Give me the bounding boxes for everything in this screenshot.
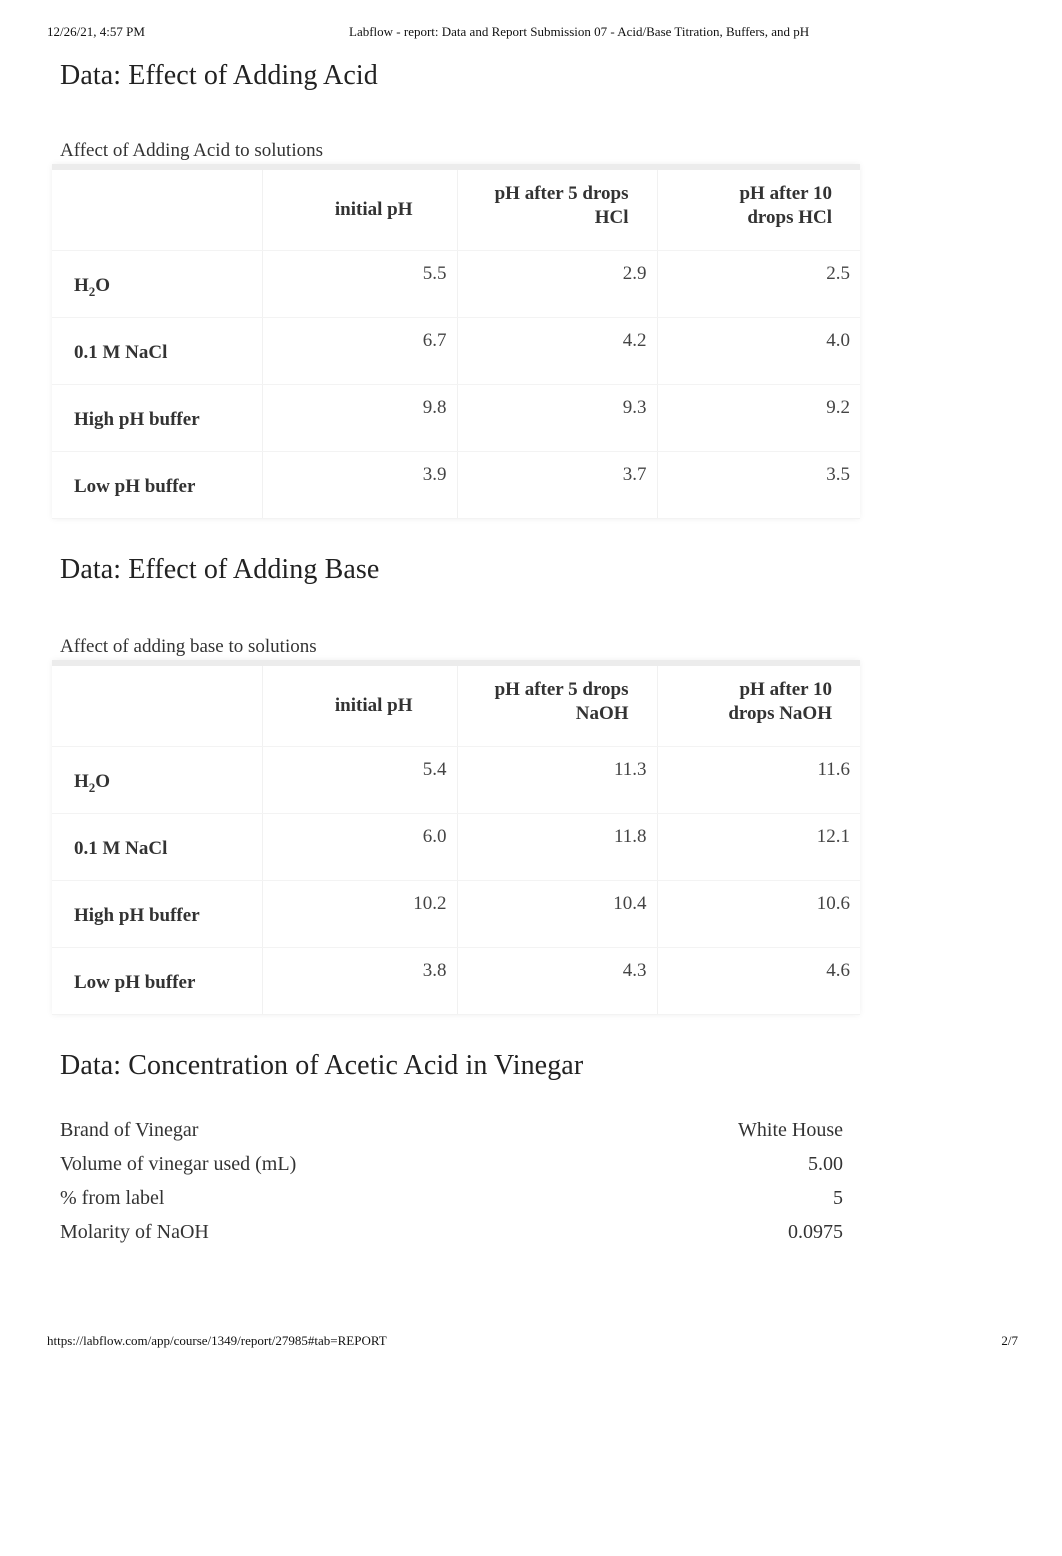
cell-ph-10-drops: 4.6 xyxy=(657,947,860,1014)
cell-initial-ph: 6.0 xyxy=(262,813,457,880)
cell-initial-ph: 3.9 xyxy=(262,451,457,518)
row-label-low-ph-buffer: Low pH buffer xyxy=(52,451,262,518)
row-label-h2o: $H_2O$ xyxy=(52,250,262,317)
base-section-title: Data: Effect of Adding Base xyxy=(60,554,380,585)
print-page-number: 2/7 xyxy=(1001,1333,1018,1348)
cell-initial-ph: 9.8 xyxy=(262,384,457,451)
base-col-ph-10-drops xyxy=(657,666,860,746)
acid-col-ph-5-drops-label: pH after 5 drops HCl xyxy=(494,183,629,228)
cell-ph-5-drops: 11.3 xyxy=(457,746,657,813)
vinegar-volume-value: 5.00 xyxy=(808,1153,843,1175)
base-col-initial-ph: initial pH xyxy=(262,666,457,746)
table-row xyxy=(52,250,860,317)
acid-col-ph-10-drops-label: pH after 10 drops HCl xyxy=(739,183,832,228)
base-table-container xyxy=(52,660,860,1015)
cell-initial-ph: 10.2 xyxy=(262,880,457,947)
vinegar-volume-label: Volume of vinegar used (mL) xyxy=(60,1153,297,1175)
table-row xyxy=(52,384,860,451)
row-label-nacl: 0.1 M NaCl xyxy=(52,317,262,384)
list-item xyxy=(60,1181,843,1215)
cell-ph-10-drops: 4.0 xyxy=(657,317,860,384)
table-row xyxy=(52,317,860,384)
acid-col-ph-10-drops xyxy=(657,170,860,250)
base-table-caption: Affect of adding base to solutions xyxy=(60,636,317,657)
cell-initial-ph: 5.4 xyxy=(262,746,457,813)
base-col-label xyxy=(52,666,262,746)
cell-initial-ph: 6.7 xyxy=(262,317,457,384)
row-label-h2o: $H_2O$ xyxy=(52,746,262,813)
table-row xyxy=(52,947,860,1014)
cell-ph-10-drops: 2.5 xyxy=(657,250,860,317)
list-item xyxy=(60,1113,843,1147)
cell-ph-5-drops: 4.2 xyxy=(457,317,657,384)
cell-ph-10-drops: 9.2 xyxy=(657,384,860,451)
print-datetime: 12/26/21, 4:57 PM xyxy=(47,24,145,39)
acid-table-caption: Affect of Adding Acid to solutions xyxy=(60,140,323,161)
cell-ph-10-drops: 3.5 xyxy=(657,451,860,518)
cell-ph-5-drops: 10.4 xyxy=(457,880,657,947)
base-table xyxy=(52,666,860,1015)
acid-col-initial-ph: initial pH xyxy=(262,170,457,250)
acid-table xyxy=(52,170,860,519)
cell-initial-ph: 5.5 xyxy=(262,250,457,317)
acid-section-title: Data: Effect of Adding Acid xyxy=(60,60,378,91)
base-col-ph-5-drops-label: pH after 5 drops NaOH xyxy=(494,679,629,724)
acid-col-ph-5-drops xyxy=(457,170,657,250)
table-row xyxy=(52,813,860,880)
acid-table-header-row xyxy=(52,170,860,250)
naoh-molarity-value: 0.0975 xyxy=(788,1221,843,1243)
table-row xyxy=(52,880,860,947)
print-url: https://labflow.com/app/course/1349/report/27985#tab=REPORT xyxy=(47,1333,387,1348)
cell-ph-10-drops: 10.6 xyxy=(657,880,860,947)
cell-initial-ph: 3.8 xyxy=(262,947,457,1014)
list-item xyxy=(60,1147,843,1181)
cell-ph-5-drops: 11.8 xyxy=(457,813,657,880)
base-table-header-row xyxy=(52,666,860,746)
cell-ph-5-drops: 4.3 xyxy=(457,947,657,1014)
acid-col-label xyxy=(52,170,262,250)
row-label-high-ph-buffer: High pH buffer xyxy=(52,384,262,451)
print-doc-title: Labflow - report: Data and Report Submission 07 - Acid/Base Titration, Buffers, and pH xyxy=(349,24,810,39)
cell-ph-5-drops: 2.9 xyxy=(457,250,657,317)
list-item xyxy=(60,1215,843,1249)
table-row xyxy=(52,451,860,518)
cell-ph-10-drops: 12.1 xyxy=(657,813,860,880)
vinegar-brand-value: White House xyxy=(738,1119,843,1141)
vinegar-section-title: Data: Concentration of Acetic Acid in Vinegar xyxy=(60,1050,584,1081)
naoh-molarity-label: Molarity of NaOH xyxy=(60,1221,209,1243)
cell-ph-5-drops: 9.3 xyxy=(457,384,657,451)
base-col-ph-10-drops-label: pH after 10 drops NaOH xyxy=(728,679,832,724)
vinegar-data-list xyxy=(60,1113,843,1249)
base-col-ph-5-drops xyxy=(457,666,657,746)
vinegar-brand-label: Brand of Vinegar xyxy=(60,1119,199,1141)
label-percent-value: 5 xyxy=(833,1187,843,1209)
acid-table-container xyxy=(52,164,860,519)
row-label-low-ph-buffer: Low pH buffer xyxy=(52,947,262,1014)
table-row xyxy=(52,746,860,813)
cell-ph-5-drops: 3.7 xyxy=(457,451,657,518)
row-label-high-ph-buffer: High pH buffer xyxy=(52,880,262,947)
cell-ph-10-drops: 11.6 xyxy=(657,746,860,813)
row-label-nacl: 0.1 M NaCl xyxy=(52,813,262,880)
label-percent-label: % from label xyxy=(60,1187,165,1209)
